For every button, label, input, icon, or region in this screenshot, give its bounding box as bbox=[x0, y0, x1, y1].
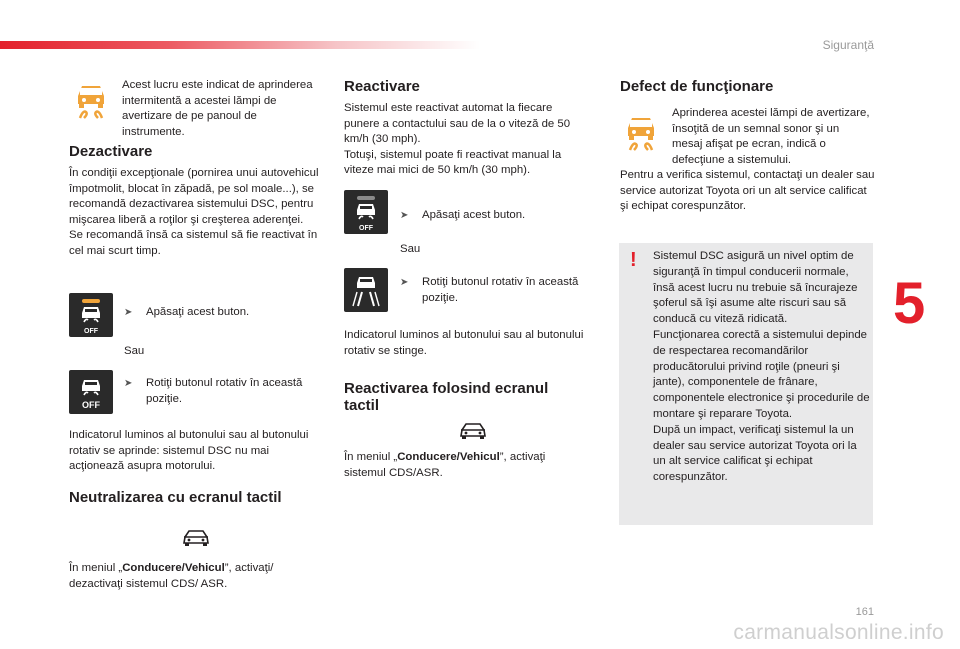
indicator-on-text: Indicatorul luminos al butonului sau al butonului rotativ se aprinde: sistemul DSC nu mai acţionează asupra motorului. bbox=[69, 429, 309, 473]
touch-reactivate-heading: Reactivarea folosind ecranul tactil bbox=[344, 380, 549, 414]
arrow-right-icon: ➤ bbox=[400, 210, 409, 221]
step-rotate-knob bbox=[124, 376, 324, 407]
step-rotate-knob-2 bbox=[400, 275, 600, 306]
skid-warning-icon bbox=[624, 114, 658, 152]
dsc-off-button-icon bbox=[69, 293, 113, 337]
indicator-off-text: Indicatorul luminos al butonului sau al butonului rotativ se stinge. bbox=[344, 329, 584, 357]
step-press-label: Apăsaţi acest buton. bbox=[146, 306, 250, 318]
step-rotate-label: Rotiţi butonul rotativ în această poziţie. bbox=[146, 377, 303, 405]
safety-note-box bbox=[619, 243, 873, 525]
step-rotate-label-2: Rotiţi butonul rotativ în această poziţie. bbox=[422, 276, 579, 304]
step-press-label-2: Apăsaţi acest buton. bbox=[422, 209, 526, 221]
section-title: Siguranţă bbox=[822, 38, 874, 52]
svg-text:OFF: OFF bbox=[84, 328, 98, 335]
skid-warning-icon bbox=[74, 82, 108, 120]
or-label-2: Sau bbox=[400, 243, 421, 255]
dsc-off-button-icon-2 bbox=[344, 190, 388, 234]
menu-name: Conducere/Vehicul bbox=[122, 562, 225, 574]
safety-note-text: Sistemul DSC asigură un nivel optim de siguranţă în timpul conducerii normale, însă acest lucru nu trebuie să încurajeze şoferul să îşi asume alte riscuri sau să conducă cu viteză ridicată. Funcţionarea corectă a sistemului depinde de respectarea recomandărilor producătorului privind roţile (pneuri şi jante), componentele de frânare, componentele electronice şi procedurile de montare şi reparare Toyota. După un impact, verificaţi sistemul la un dealer sau service autorizat Toyota ori la un alt service calificat şi echipat corespunzător. bbox=[653, 250, 870, 484]
dezactivare-text: În condiţii excepţionale (pornirea unui autovehicul împotmolit, blocat în zăpadă, pe sol moale...), se recomandă dezactivarea sistemului DSC, pentru mişcarea liberă a roţilor şi creşterea aderenţei. Se recomandă însă ca sistemul să fie reactivat în cel mai scurt timp. bbox=[69, 167, 319, 257]
touch-neutralize-text: În meniul „Conducere/Vehicul”, activaţi/ dezactivaţi sistemul CDS/ ASR. bbox=[69, 562, 274, 590]
chapter-number: 5 bbox=[893, 271, 926, 336]
intro-text: Acest lucru este indicat de aprinderea intermitentă a acestei lămpi de avertizare de pe panoul de instrumente. bbox=[122, 79, 313, 138]
svg-text:OFF: OFF bbox=[82, 400, 100, 410]
defect-heading: Defect de funcţionare bbox=[620, 78, 774, 95]
car-outline-icon bbox=[181, 528, 211, 548]
watermark: carmanualsonline.info bbox=[733, 621, 944, 644]
step-press-button bbox=[124, 305, 314, 321]
dsc-off-rotary-icon bbox=[69, 370, 113, 414]
car-outline-icon bbox=[458, 421, 488, 441]
dezactivare-heading: Dezactivare bbox=[69, 143, 153, 160]
arrow-right-icon: ➤ bbox=[124, 307, 133, 318]
page-number: 161 bbox=[855, 606, 874, 618]
menu-name: Conducere/Vehicul bbox=[397, 451, 500, 463]
or-label: Sau bbox=[124, 345, 145, 357]
defect-icon-text: Aprinderea acestei lămpi de avertizare, însoţită de un semnal sonor şi un mesaj afişat pe ecran, indică o defecţiune a sistemului. bbox=[672, 107, 870, 166]
arrow-right-icon: ➤ bbox=[124, 378, 133, 389]
arrow-right-icon: ➤ bbox=[400, 277, 409, 288]
reactivare-text: Sistemul este reactivat automat la fiecare punere a contactului sau de la o viteză de 50 km/h (30 mph). Totuşi, sistemul poate fi reactivat manual la viteze mai mici de 50 km/h (30 mph). bbox=[344, 102, 571, 177]
step-press-button-2 bbox=[400, 208, 590, 224]
touch-neutralize-heading: Neutralizarea cu ecranul tactil bbox=[69, 489, 282, 506]
touch-reactivate-text: În meniul „Conducere/Vehicul”, activaţi sistemul CDS/ASR. bbox=[344, 451, 546, 479]
header-gradient-bar bbox=[0, 41, 480, 49]
reactivare-heading: Reactivare bbox=[344, 78, 420, 95]
svg-text:OFF: OFF bbox=[359, 225, 373, 232]
warning-exclamation-icon: ! bbox=[630, 249, 637, 271]
defect-text: Pentru a verifica sistemul, contactaţi un dealer sau service autorizat Toyota ori un alt service calificat şi echipat corespunzător. bbox=[620, 169, 875, 213]
traction-rotary-icon bbox=[344, 268, 388, 312]
